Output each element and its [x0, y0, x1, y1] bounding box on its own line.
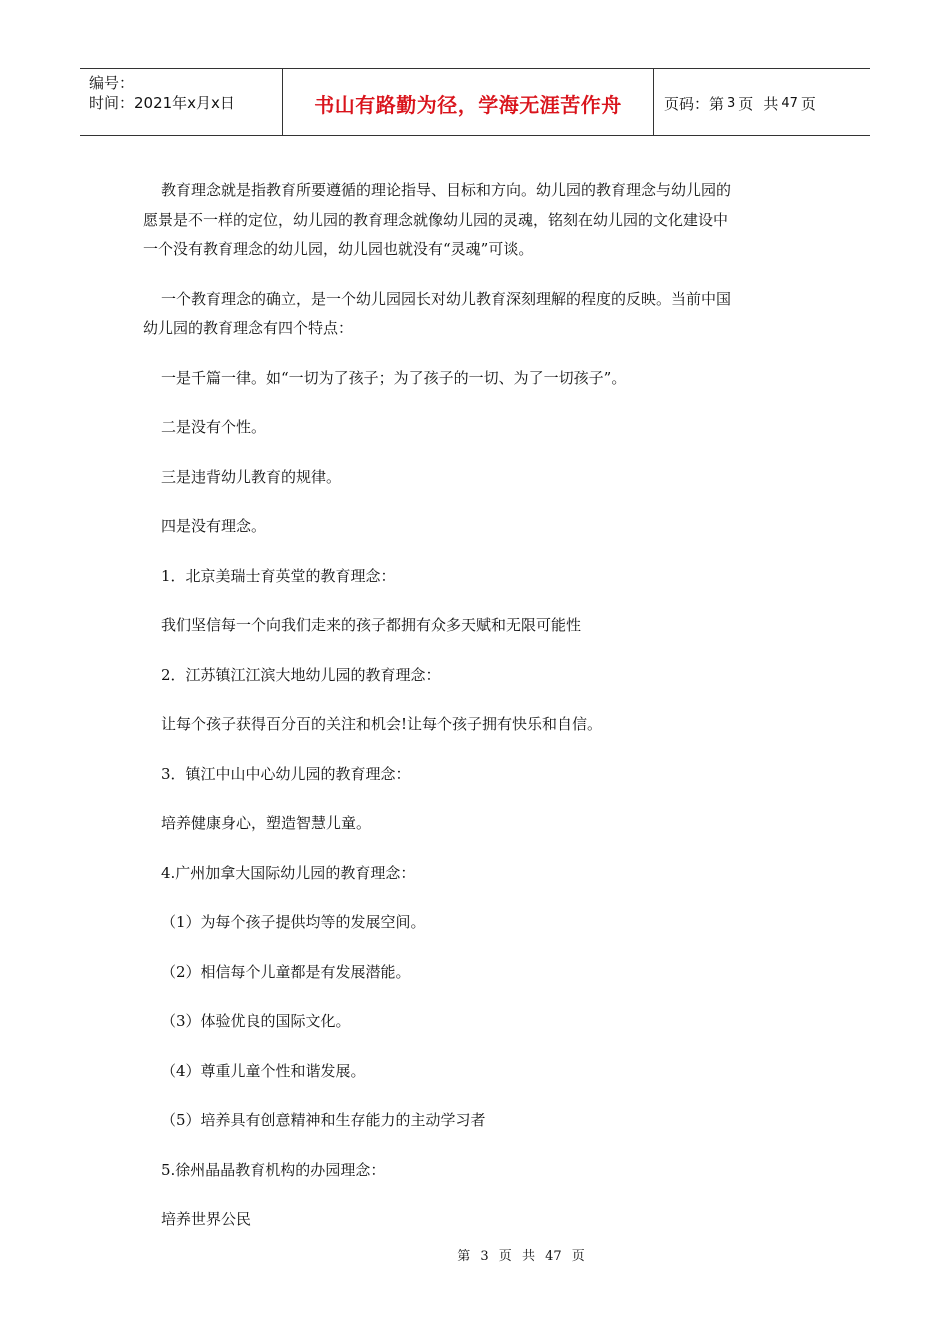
- list-item: 我们坚信每一个向我们走来的孩子都拥有众多天赋和无限可能性: [161, 616, 582, 634]
- header-total-number: 47: [781, 95, 798, 111]
- list-item: 让每个孩子获得百分百的关注和机会!让每个孩子拥有快乐和自信。: [161, 715, 603, 733]
- section-heading: 1．北京美瑞士育英堂的教育理念：: [161, 566, 396, 585]
- footer-page-number: 3: [480, 1249, 489, 1264]
- header-page-mid: 页: [738, 94, 754, 113]
- header-meta-cell: [80, 69, 283, 135]
- footer-page-mid: 页: [498, 1249, 512, 1264]
- header-total-prefix: 共: [763, 94, 779, 113]
- section-heading: 4.广州加拿大国际幼儿园的教育理念：: [161, 863, 416, 882]
- section-heading: 3．镇江中山中心幼儿园的教育理念：: [161, 764, 411, 783]
- section-heading: 5.徐州晶晶教育机构的办园理念：: [161, 1160, 386, 1179]
- paragraph-line: 幼儿园的教育理念有四个特点：: [143, 319, 354, 337]
- footer-total-suffix: 页: [571, 1249, 585, 1264]
- list-item: （2）相信每个儿童都是有发展潜能。: [161, 962, 411, 981]
- paragraph-line: 一个没有教育理念的幼儿园，幼儿园也就没有“灵魂”可谈。: [143, 240, 534, 258]
- list-item: （4）尊重儿童个性和谐发展。: [161, 1061, 366, 1080]
- footer-page-prefix: 第: [457, 1249, 471, 1264]
- document-number-label: 编号：: [89, 74, 135, 92]
- header-page-cell: [654, 69, 870, 135]
- paragraph-features: [143, 285, 808, 344]
- paragraph-line: 愿景是不一样的定位，幼儿园的教育理念就像幼儿园的灵魂，铭刻在幼儿园的文化建设中: [143, 210, 729, 229]
- list-item: （1）为每个孩子提供均等的发展空间。: [161, 913, 426, 931]
- list-item: 培养健康身心，塑造智慧儿童。: [161, 814, 372, 832]
- footer-total-number: 47: [545, 1249, 562, 1264]
- paragraph-line: 教育理念就是指教育所要遵循的理论指导、目标和方向。幼儿园的教育理念与幼儿园的: [161, 181, 732, 199]
- section-heading: 2．江苏镇江江滨大地幼儿园的教育理念：: [161, 665, 441, 684]
- paragraph-line: 一个教育理念的确立，是一个幼儿园园长对幼儿教育深刻理解的程度的反映。当前中国: [161, 289, 732, 308]
- page-footer: [0, 1245, 950, 1264]
- document-header: [80, 68, 870, 136]
- list-item: （3）体验优良的国际文化。: [161, 1012, 351, 1030]
- header-page-prefix: 页码：第: [664, 94, 725, 113]
- list-item: 培养世界公民: [161, 1210, 252, 1228]
- list-item: 四是没有理念。: [161, 517, 267, 535]
- header-total-suffix: 页: [800, 94, 816, 113]
- list-item: 二是没有个性。: [161, 418, 267, 436]
- list-item: （5）培养具有创意精神和生存能力的主动学习者: [161, 1111, 486, 1129]
- list-item: 三是违背幼儿教育的规律。: [161, 467, 342, 486]
- header-motto-cell: [283, 69, 654, 135]
- header-page-number: 3: [727, 95, 736, 111]
- header-motto: 书山有路勤为径，学海无涯苦作舟: [314, 92, 622, 117]
- paragraph-intro: [143, 176, 808, 265]
- footer-total-prefix: 共: [521, 1249, 535, 1264]
- document-body: [143, 176, 808, 1235]
- document-time-label: 时间：2021年x月x日: [89, 94, 235, 112]
- list-item: 一是千篇一律。如“一切为了孩子；为了孩子的一切、为了一切孩子”。: [161, 368, 627, 387]
